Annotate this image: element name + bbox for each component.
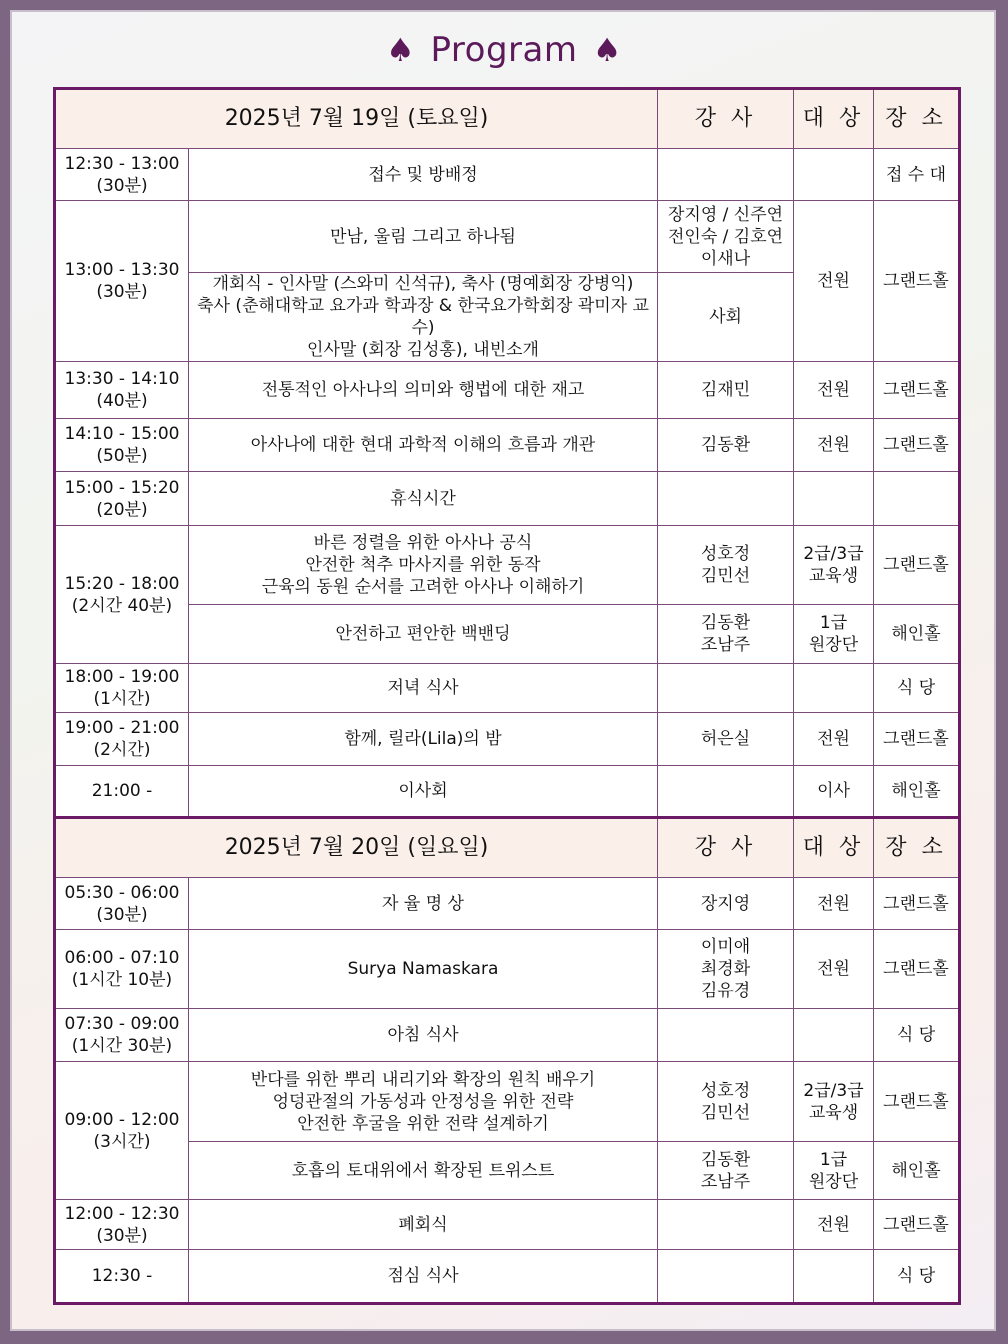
- page-title: [0, 26, 1008, 74]
- place-cell: 그랜드홀: [874, 526, 960, 605]
- time-cell: 15:00 - 15:20 (20분): [55, 472, 189, 526]
- session-title: 바른 정렬을 위한 아사나 공식 안전한 척추 마사지를 위한 동작 근육의 동원 순서를 고려한 아사나 이해하기: [189, 526, 658, 605]
- table-row: [55, 362, 960, 419]
- target-cell: 전원: [794, 878, 874, 930]
- speaker-cell: [658, 1250, 794, 1304]
- target-cell: 전원: [794, 201, 874, 362]
- target-cell: 전원: [794, 419, 874, 472]
- session-title: 폐회식: [189, 1200, 658, 1250]
- place-cell: 식 당: [874, 1009, 960, 1062]
- session-title: 이사회: [189, 766, 658, 818]
- time-cell: 09:00 - 12:00 (3시간): [55, 1062, 189, 1200]
- table-row: [55, 930, 960, 1009]
- speaker-cell: 성호정 김민선: [658, 526, 794, 605]
- speaker-cell: 김동환 조남주: [658, 605, 794, 664]
- time-cell: 05:30 - 06:00 (30분): [55, 878, 189, 930]
- time-cell: 07:30 - 09:00 (1시간 30분): [55, 1009, 189, 1062]
- speaker-cell: 김동환: [658, 419, 794, 472]
- session-title: 점심 식사: [189, 1250, 658, 1304]
- target-header: 대 상: [794, 818, 874, 878]
- table-row: [55, 201, 960, 273]
- place-cell: 접 수 대: [874, 149, 960, 201]
- table-row: [55, 1250, 960, 1304]
- day1-header-row: [55, 89, 960, 149]
- speaker-cell: 사회: [658, 273, 794, 362]
- table-row: [55, 149, 960, 201]
- place-cell: 그랜드홀: [874, 1062, 960, 1142]
- place-cell: 해인홀: [874, 766, 960, 818]
- table-row: [55, 1009, 960, 1062]
- time-cell: 13:00 - 13:30 (30분): [55, 201, 189, 362]
- table-row: [55, 605, 960, 664]
- place-cell: 해인홀: [874, 1142, 960, 1200]
- target-cell: [794, 664, 874, 713]
- speaker-cell: [658, 1009, 794, 1062]
- speaker-cell: 허은실: [658, 713, 794, 766]
- target-cell: 전원: [794, 362, 874, 419]
- table-row: [55, 1200, 960, 1250]
- time-cell: 12:30 - 13:00 (30분): [55, 149, 189, 201]
- table-row: [55, 878, 960, 930]
- session-title: 반다를 위한 뿌리 내리기와 확장의 원칙 배우기 엉덩관절의 가동성과 안정성을 위한 전략 안전한 후굴을 위한 전략 설계하기: [189, 1062, 658, 1142]
- place-cell: 그랜드홀: [874, 930, 960, 1009]
- target-cell: [794, 472, 874, 526]
- time-cell: 12:30 -: [55, 1250, 189, 1304]
- time-cell: 06:00 - 07:10 (1시간 10분): [55, 930, 189, 1009]
- speaker-header: 강 사: [658, 89, 794, 149]
- session-title: 만남, 울림 그리고 하나됨: [189, 201, 658, 273]
- session-title: Surya Namaskara: [189, 930, 658, 1009]
- spade-icon: ♠: [386, 31, 416, 69]
- program-table: [53, 87, 961, 1305]
- time-cell: 19:00 - 21:00 (2시간): [55, 713, 189, 766]
- time-cell: 21:00 -: [55, 766, 189, 818]
- target-cell: 이사: [794, 766, 874, 818]
- place-cell: 그랜드홀: [874, 419, 960, 472]
- session-title: 휴식시간: [189, 472, 658, 526]
- target-cell: 1급 원장단: [794, 1142, 874, 1200]
- time-cell: 12:00 - 12:30 (30분): [55, 1200, 189, 1250]
- speaker-cell: 성호정 김민선: [658, 1062, 794, 1142]
- session-title: 아침 식사: [189, 1009, 658, 1062]
- table-row: [55, 472, 960, 526]
- spade-icon: ♠: [592, 31, 622, 69]
- table-row: [55, 1062, 960, 1142]
- table-row: [55, 713, 960, 766]
- session-title: 전통적인 아사나의 의미와 행법에 대한 재고: [189, 362, 658, 419]
- target-cell: 전원: [794, 713, 874, 766]
- table-row: [55, 664, 960, 713]
- program-title: Program: [430, 30, 578, 70]
- place-cell: 식 당: [874, 664, 960, 713]
- target-cell: [794, 149, 874, 201]
- place-cell: 그랜드홀: [874, 1200, 960, 1250]
- time-cell: 18:00 - 19:00 (1시간): [55, 664, 189, 713]
- day1-date: 2025년 7월 19일 (토요일): [55, 89, 658, 149]
- session-title: 아사나에 대한 현대 과학적 이해의 흐름과 개관: [189, 419, 658, 472]
- place-cell: 식 당: [874, 1250, 960, 1304]
- time-cell: 14:10 - 15:00 (50분): [55, 419, 189, 472]
- place-cell: [874, 472, 960, 526]
- speaker-cell: [658, 1200, 794, 1250]
- target-cell: 1급 원장단: [794, 605, 874, 664]
- session-title: 안전하고 편안한 백밴딩: [189, 605, 658, 664]
- speaker-cell: [658, 472, 794, 526]
- speaker-cell: 김재민: [658, 362, 794, 419]
- table-row: [55, 1142, 960, 1200]
- target-cell: [794, 1250, 874, 1304]
- speaker-cell: 이미애 최경화 김유경: [658, 930, 794, 1009]
- day2-header-row: [55, 818, 960, 878]
- place-header: 장 소: [874, 818, 960, 878]
- target-cell: [794, 1009, 874, 1062]
- target-header: 대 상: [794, 89, 874, 149]
- place-cell: 그랜드홀: [874, 362, 960, 419]
- speaker-cell: 장지영 / 신주연 전인숙 / 김호연 이새나: [658, 201, 794, 273]
- place-header: 장 소: [874, 89, 960, 149]
- target-cell: 2급/3급 교육생: [794, 1062, 874, 1142]
- speaker-cell: [658, 149, 794, 201]
- session-title: 저녁 식사: [189, 664, 658, 713]
- time-cell: 13:30 - 14:10 (40분): [55, 362, 189, 419]
- speaker-cell: [658, 766, 794, 818]
- speaker-cell: 장지영: [658, 878, 794, 930]
- speaker-header: 강 사: [658, 818, 794, 878]
- place-cell: 해인홀: [874, 605, 960, 664]
- table-row: [55, 419, 960, 472]
- day2-date: 2025년 7월 20일 (일요일): [55, 818, 658, 878]
- session-title: 함께, 릴라(Lila)의 밤: [189, 713, 658, 766]
- place-cell: 그랜드홀: [874, 713, 960, 766]
- session-title: 접수 및 방배정: [189, 149, 658, 201]
- target-cell: 전원: [794, 1200, 874, 1250]
- table-row: [55, 526, 960, 605]
- speaker-cell: 김동환 조남주: [658, 1142, 794, 1200]
- target-cell: 2급/3급 교육생: [794, 526, 874, 605]
- place-cell: 그랜드홀: [874, 201, 960, 362]
- session-title: 자 율 명 상: [189, 878, 658, 930]
- target-cell: 전원: [794, 930, 874, 1009]
- session-title: 개회식 - 인사말 (스와미 신석규), 축사 (명예회장 강병익) 축사 (춘해대학교 요가과 학과장 & 한국요가학회장 곽미자 교수) 인사말 (회장 김성홍), 내빈소개: [189, 273, 658, 362]
- time-cell: 15:20 - 18:00 (2시간 40분): [55, 526, 189, 664]
- speaker-cell: [658, 664, 794, 713]
- session-title: 호흡의 토대위에서 확장된 트위스트: [189, 1142, 658, 1200]
- table-row: [55, 766, 960, 818]
- place-cell: 그랜드홀: [874, 878, 960, 930]
